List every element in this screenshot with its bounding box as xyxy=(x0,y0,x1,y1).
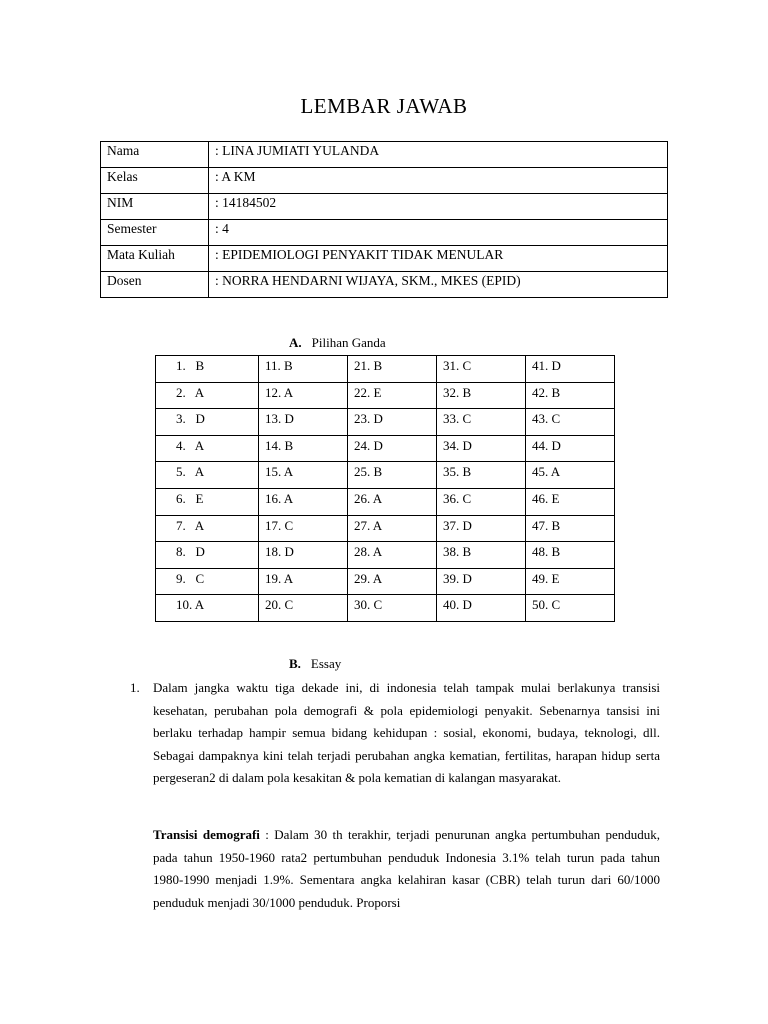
identity-value: : A KM xyxy=(209,168,668,194)
essay-paragraph-2-text: : Dalam 30 th terakhir, terjadi penurunan angka pertumbuhan penduduk, pada tahun 1950-1960 rata2 pertumbuhan penduduk Indonesia 3.1% telah turun pada tahun 1980-1990 menjadi 1.9%. Sementara angka kelahiran kasar (CBR) telah turun dari 60/1000 penduduk menjadi 30/1000 penduduk. Proporsi xyxy=(153,827,660,910)
identity-label: Kelas xyxy=(101,168,209,194)
answer-cell: 16. A xyxy=(259,488,348,515)
answer-row xyxy=(156,382,615,409)
identity-value: : EPIDEMIOLOGI PENYAKIT TIDAK MENULAR xyxy=(209,246,668,272)
answer-cell: 27. A xyxy=(348,515,437,542)
answer-cell: 6. E xyxy=(156,488,259,515)
identity-row-dosen xyxy=(101,272,668,298)
identity-value: : 4 xyxy=(209,220,668,246)
identity-table xyxy=(100,141,668,298)
answer-cell: 32. B xyxy=(437,382,526,409)
answer-cell: 8. D xyxy=(156,542,259,569)
answer-cell: 47. B xyxy=(526,515,615,542)
answer-cell: 41. D xyxy=(526,356,615,383)
answer-cell: 14. B xyxy=(259,435,348,462)
answer-cell: 44. D xyxy=(526,435,615,462)
section-b-title: Essay xyxy=(310,656,342,671)
answer-cell: 34. D xyxy=(437,435,526,462)
essay-item-number: 1. xyxy=(130,680,140,695)
answer-cell: 37. D xyxy=(437,515,526,542)
identity-row-nim xyxy=(101,194,668,220)
essay-paragraph-1: Dalam jangka waktu tiga dekade ini, di indonesia telah tampak mulai berlakunya transisi kesehatan, perubahan pola demografi & pola epidemiologi penyakit. Sebenarnya tansisi ini berlaku terhadap hampir semua bidang kehidupan : sosial, ekonomi, budaya, teknologi, dll. Sebagai dampaknya kini telah terjadi perubahan angka kematian, fertilitas, harapan hidup serta pergeseran2 di dalam pola kesakitan & pola kematian di kalangan masyarakat. xyxy=(153,680,660,786)
answer-cell: 2. A xyxy=(156,382,259,409)
answer-cell: 33. C xyxy=(437,409,526,436)
answer-row xyxy=(156,488,615,515)
section-a-title: Pilihan Ganda xyxy=(311,335,386,350)
answer-cell: 5. A xyxy=(156,462,259,489)
section-b-letter: B. xyxy=(289,656,301,671)
answer-cell: 19. A xyxy=(259,568,348,595)
answer-cell: 38. B xyxy=(437,542,526,569)
answer-cell: 31. C xyxy=(437,356,526,383)
identity-label: Dosen xyxy=(101,272,209,298)
identity-value: : 14184502 xyxy=(209,194,668,220)
identity-label: Nama xyxy=(101,142,209,168)
identity-label: Semester xyxy=(101,220,209,246)
answer-cell: 24. D xyxy=(348,435,437,462)
answer-cell: 43. C xyxy=(526,409,615,436)
answer-cell: 23. D xyxy=(348,409,437,436)
answer-cell: 22. E xyxy=(348,382,437,409)
answer-cell: 49. E xyxy=(526,568,615,595)
answer-cell: 42. B xyxy=(526,382,615,409)
identity-row-nama xyxy=(101,142,668,168)
answer-row xyxy=(156,356,615,383)
answer-cell: 29. A xyxy=(348,568,437,595)
answer-cell: 3. D xyxy=(156,409,259,436)
answer-row xyxy=(156,462,615,489)
identity-row-mata-kuliah xyxy=(101,246,668,272)
identity-row-semester xyxy=(101,220,668,246)
answer-cell: 4. A xyxy=(156,435,259,462)
answer-cell: 1. B xyxy=(156,356,259,383)
page-title: LEMBAR JAWAB xyxy=(300,94,468,118)
answer-row xyxy=(156,542,615,569)
section-b-heading xyxy=(289,656,341,672)
answer-cell: 12. A xyxy=(259,382,348,409)
answer-row xyxy=(156,595,615,622)
answer-row xyxy=(156,515,615,542)
essay-paragraph-2 xyxy=(153,824,660,914)
answer-cell: 26. A xyxy=(348,488,437,515)
answer-cell: 46. E xyxy=(526,488,615,515)
answer-cell: 11. B xyxy=(259,356,348,383)
answer-cell: 17. C xyxy=(259,515,348,542)
identity-value: : NORRA HENDARNI WIJAYA, SKM., MKES (EPID) xyxy=(209,272,668,298)
section-a-letter: A. xyxy=(289,335,302,350)
identity-label: NIM xyxy=(101,194,209,220)
answer-cell: 39. D xyxy=(437,568,526,595)
identity-row-kelas xyxy=(101,168,668,194)
answer-cell: 21. B xyxy=(348,356,437,383)
answer-cell: 50. C xyxy=(526,595,615,622)
answer-cell: 30. C xyxy=(348,595,437,622)
answer-cell: 28. A xyxy=(348,542,437,569)
answer-cell: 35. B xyxy=(437,462,526,489)
answer-cell: 45. A xyxy=(526,462,615,489)
answer-cell: 18. D xyxy=(259,542,348,569)
answer-cell: 25. B xyxy=(348,462,437,489)
answer-row xyxy=(156,435,615,462)
answer-cell: 36. C xyxy=(437,488,526,515)
answer-cell: 9. C xyxy=(156,568,259,595)
answer-cell: 13. D xyxy=(259,409,348,436)
answer-cell: 40. D xyxy=(437,595,526,622)
answer-cell: 20. C xyxy=(259,595,348,622)
answer-cell: 48. B xyxy=(526,542,615,569)
answer-cell: 15. A xyxy=(259,462,348,489)
essay-paragraph-2-heading: Transisi demografi xyxy=(153,827,260,842)
answer-cell: 7. A xyxy=(156,515,259,542)
answer-row xyxy=(156,568,615,595)
answer-cell: 10. A xyxy=(156,595,259,622)
section-a-heading xyxy=(289,335,386,351)
identity-label: Mata Kuliah xyxy=(101,246,209,272)
multiple-choice-answers-table xyxy=(155,355,615,622)
identity-value: : LINA JUMIATI YULANDA xyxy=(209,142,668,168)
answer-row xyxy=(156,409,615,436)
